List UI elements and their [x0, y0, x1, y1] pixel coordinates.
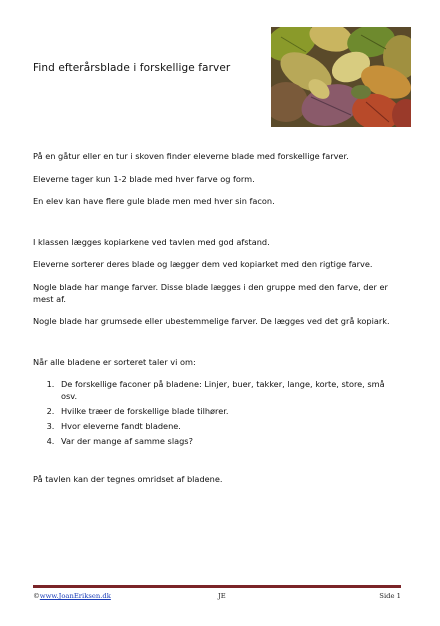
discussion-list: [33, 378, 403, 447]
footer-copyright: [33, 592, 111, 600]
paragraph: Eleverne tager kun 1-2 blade med hver farve og form.: [33, 173, 255, 184]
document-title: Find efterårsblade i forskellige farver: [33, 62, 231, 74]
body-text: [33, 150, 403, 496]
list-item: 1. De forskellige faconer på bladene: Linjer, buer, takker, lange, korte, store, små osv.: [57, 378, 403, 402]
list-intro: Når alle bladene er sorteret taler vi om:: [33, 356, 196, 367]
footer-initials: JE: [218, 592, 226, 600]
copyright-symbol: ©: [33, 592, 40, 600]
paragraph: En elev kan have flere gule blade men med hver sin facon.: [33, 196, 275, 206]
autumn-leaves-photo: [271, 27, 411, 127]
list-item: 4. Var der mange af samme slags?: [57, 435, 403, 447]
list-item: 3. Hvor eleverne fandt bladene.: [57, 420, 403, 432]
paragraph: Eleverne sorterer deres blade og lægger dem ved kopiarket med den rigtige farve.: [33, 259, 373, 269]
closing-paragraph: På tavlen kan der tegnes omridset af bladene.: [33, 474, 223, 484]
website-link[interactable]: www.JoanEriksen.dk: [39, 592, 111, 600]
page-number: Side 1: [379, 592, 401, 600]
paragraph: Nogle blade har mange farver. Disse blade lægges i den gruppe med den farve, der er mest af.: [33, 281, 388, 304]
footer-rule: [33, 585, 401, 588]
paragraph: I klassen lægges kopiarkene ved tavlen med god afstand.: [33, 236, 270, 247]
page-footer: [33, 592, 401, 604]
paragraph: På en gåtur eller en tur i skoven finder eleverne blade med forskellige farver.: [33, 151, 349, 161]
paragraph: Nogle blade har grumsede eller ubestemmelige farver. De lægges ved det grå kopiark.: [33, 316, 390, 326]
list-item: 2. Hvilke træer de forskellige blade tilhører.: [57, 405, 403, 417]
